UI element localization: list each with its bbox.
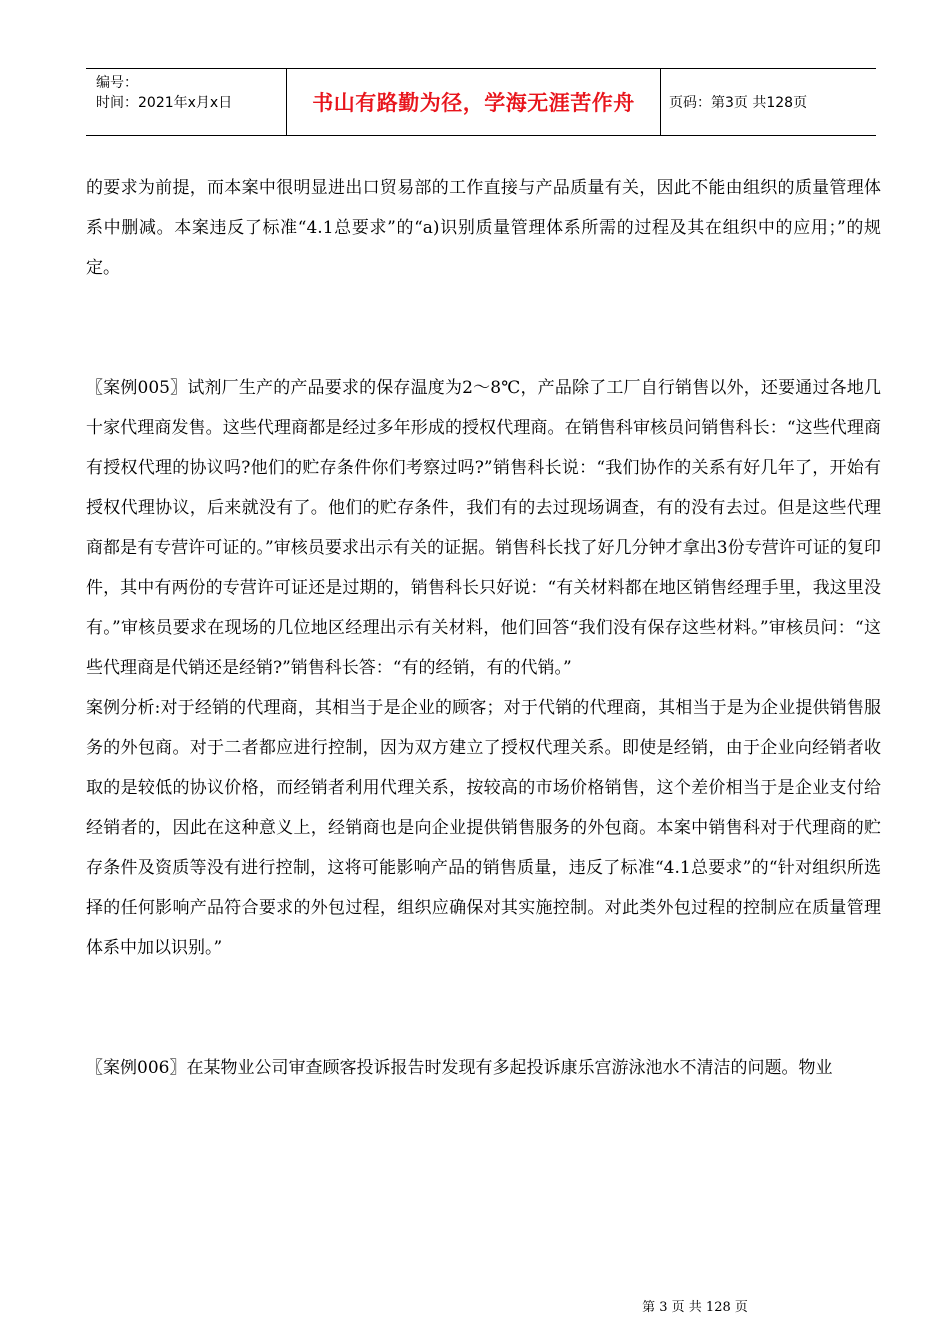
header-motto: 书山有路勤为径，学海无涯苦作舟 xyxy=(287,69,661,135)
paragraph-case-005: 〖案例005〗试剂厂生产的产品要求的保存温度为2～8℃，产品除了工厂自行销售以外，还要通过各地几十家代理商发售。这些代理商都是经过多年形成的授权代理商。在销售科审核员问销售科长：“这些代理商有授权代理的协议吗?他们的贮存条件你们考察过吗?”销售科长说：“我们协作的关系有好几年了，开始有授权代理协议，后来就没有了。他们的贮存条件，我们有的去过现场调查，有的没有去过。但是这些代理商都是有专营许可证的。”审核员要求出示有关的证据。销售科长找了好几分钟才拿出3份专营许可证的复印件，其中有两份的专营许可证还是过期的，销售科长只好说：“有关材料都在地区销售经理手里，我这里没有。”审核员要求在现场的几位地区经理出示有关材料，他们回答“我们没有保存这些材料。”审核员问：“这些代理商是代销还是经销?”销售科长答：“有的经销，有的代销。” xyxy=(86,378,881,678)
document-body xyxy=(86,168,881,1088)
paragraph-case-006: 〖案例006〗在某物业公司审查顾客投诉报告时发现有多起投诉康乐宫游泳池水不清洁的问题。物业 xyxy=(86,1058,833,1078)
page-footer: 第 3 页 共 128 页 xyxy=(642,1300,748,1315)
header-info-cell xyxy=(86,69,287,135)
header-page-number: 页码：第3页 共128页 xyxy=(669,95,808,111)
paragraph-continuation: 的要求为前提，而本案中很明显进出口贸易部的工作直接与产品质量有关，因此不能由组织的质量管理体系中删减。本案违反了标准“4.1总要求”的“a)识别质量管理体系所需的过程及其在组织中的应用；”的规定。 xyxy=(86,178,881,278)
document-time-label: 时间：2021年x月x日 xyxy=(96,95,233,111)
paragraph-case-analysis: 案例分析:对于经销的代理商，其相当于是企业的顾客；对于代销的代理商，其相当于是为企业提供销售服务的外包商。对于二者都应进行控制，因为双方建立了授权代理关系。即使是经销，由于企业向经销者收取的是较低的协议价格，而经销者利用代理关系，按较高的市场价格销售，这个差价相当于是企业支付给经销者的，因此在这种意义上，经销商也是向企业提供销售服务的外包商。本案中销售科对于代理商的贮存条件及资质等没有进行控制，这将可能影响产品的销售质量，违反了标准“4.1总要求”的“针对组织所选择的任何影响产品符合要求的外包过程，组织应确保对其实施控制。对此类外包过程的控制应在质量管理体系中加以识别。” xyxy=(86,698,881,958)
document-number-label: 编号： xyxy=(96,75,138,91)
page-header xyxy=(86,68,876,136)
